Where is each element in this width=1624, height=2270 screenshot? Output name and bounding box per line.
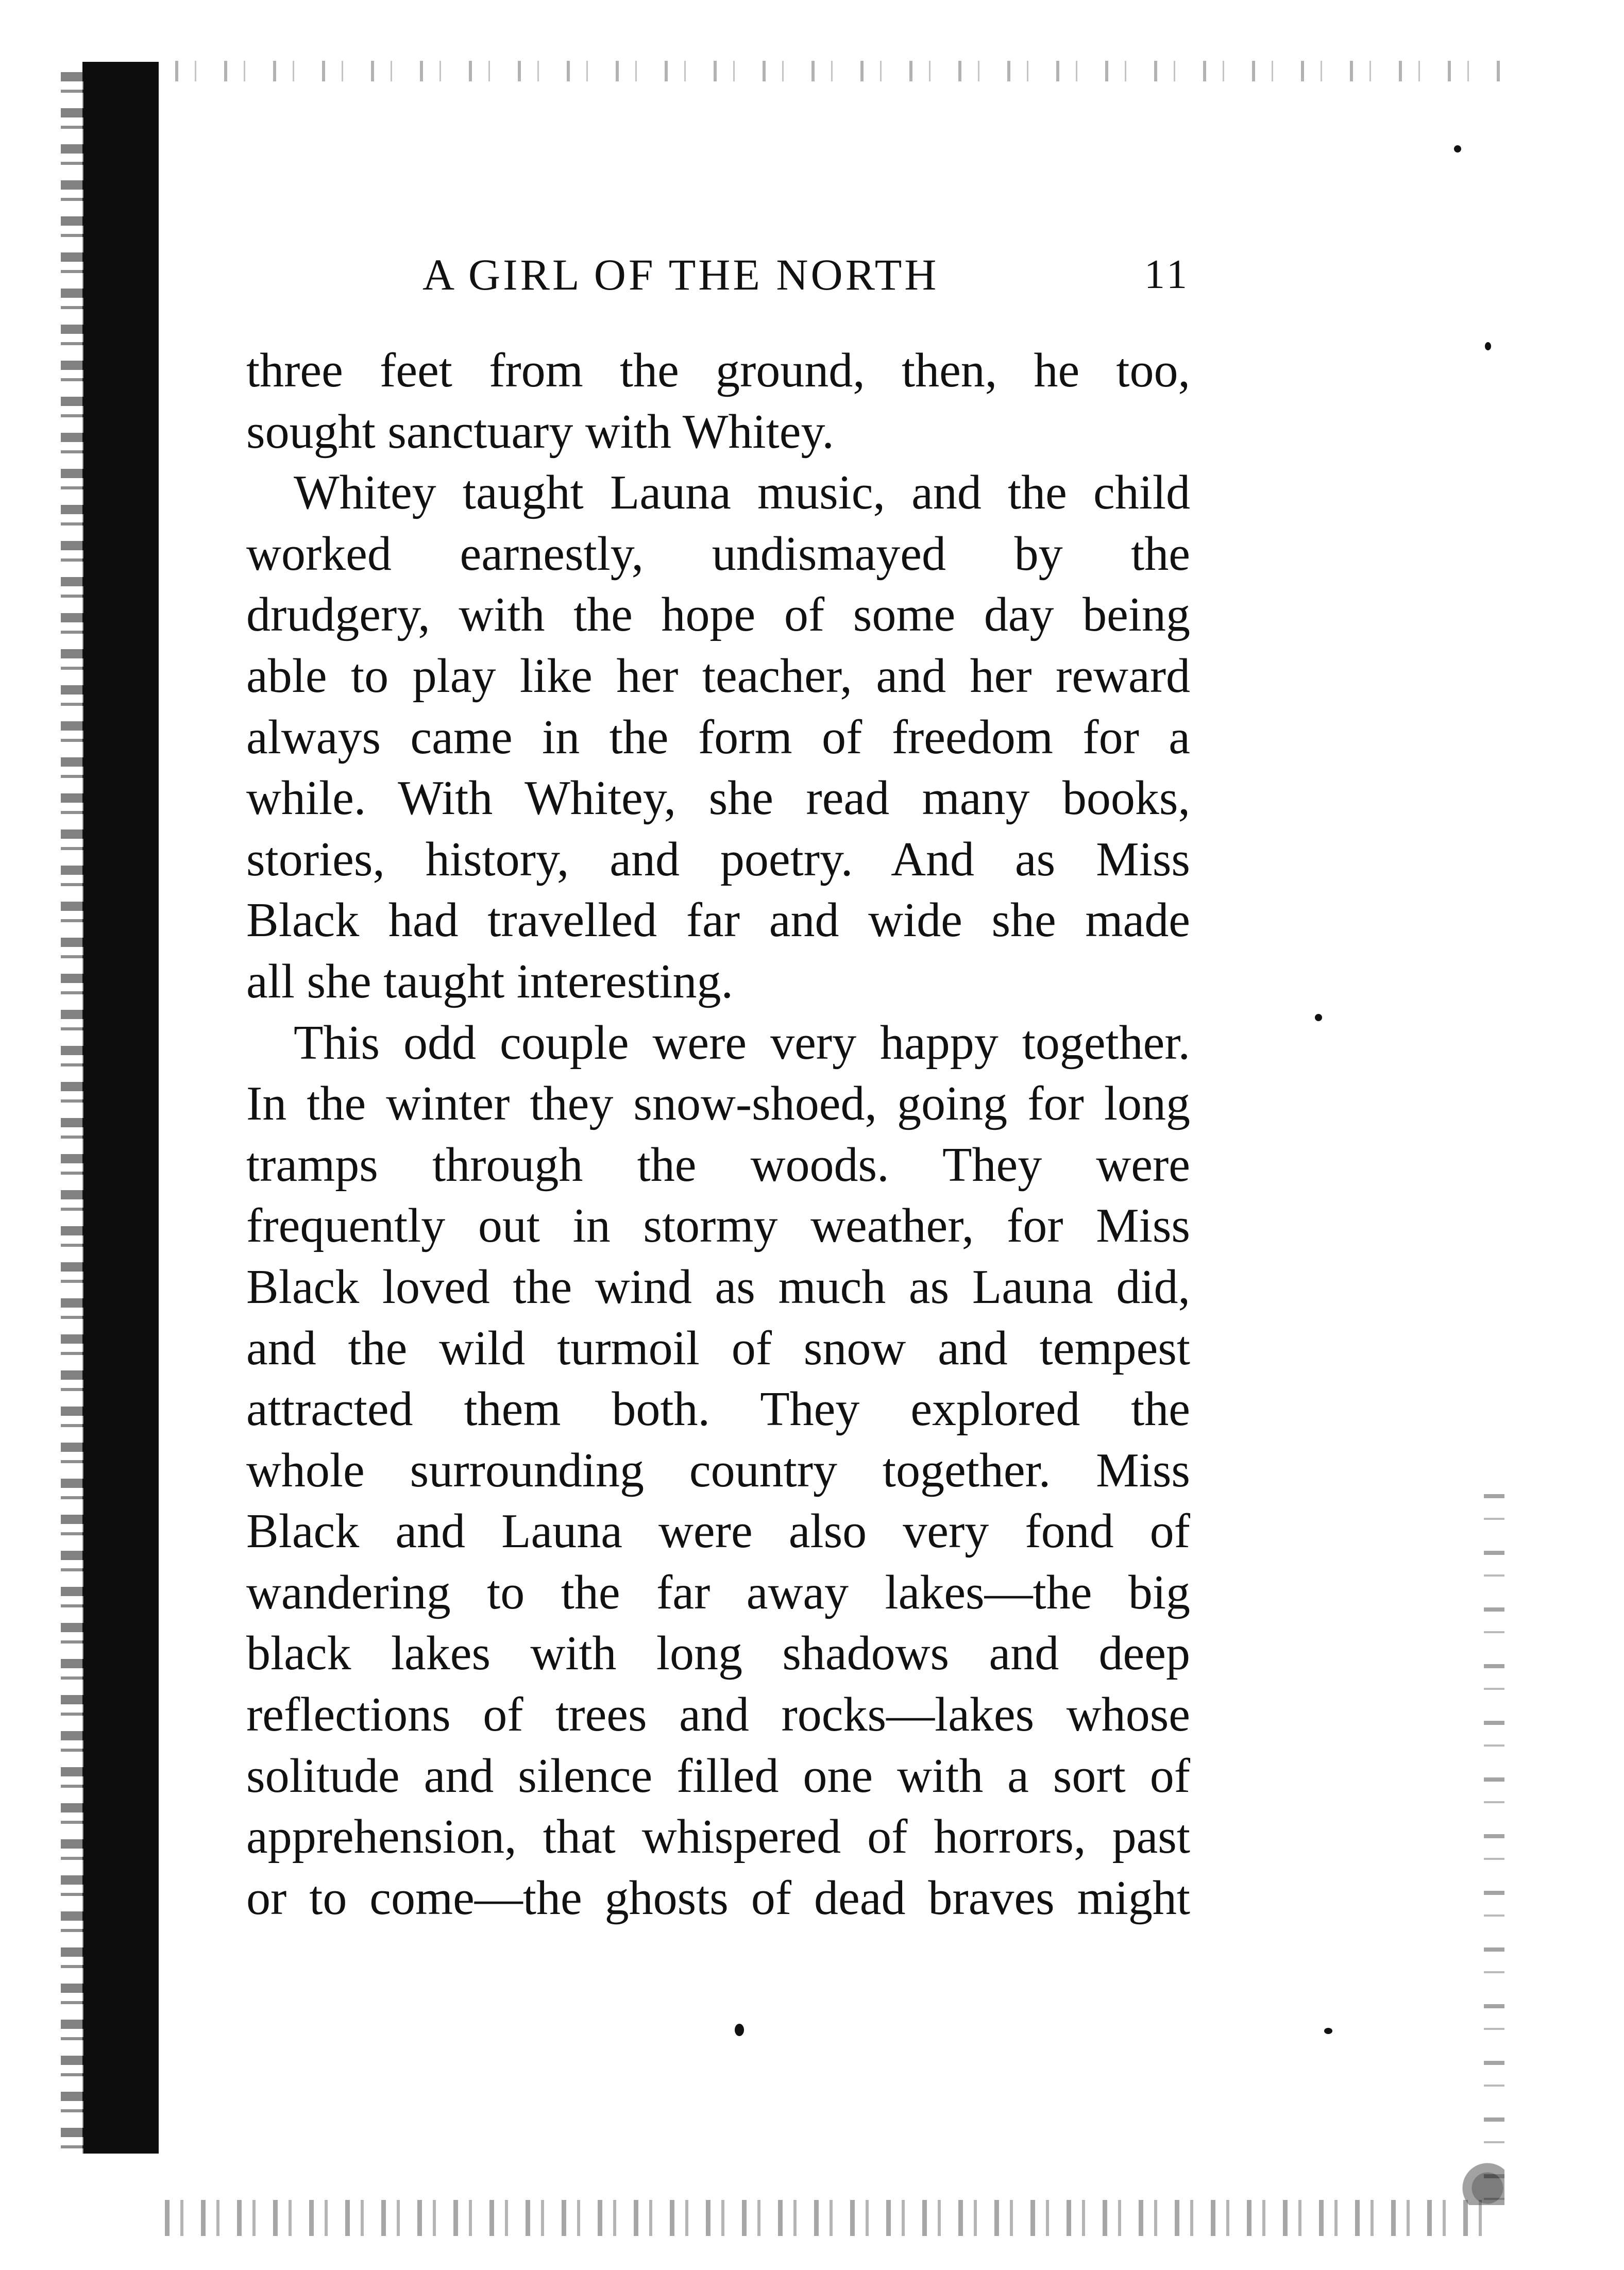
text-line: tramps through the woods. They were xyxy=(246,1138,1190,1192)
page-binding-shadow xyxy=(82,62,159,2154)
scan-speck xyxy=(1454,145,1461,153)
text-line: and the wild turmoil of snow and tempest xyxy=(246,1321,1190,1375)
text-line: reflections of trees and rocks—lakes whose xyxy=(246,1688,1190,1742)
text-line: Whitey taught Launa music, and the child xyxy=(294,466,1190,520)
text-line: able to play like her teacher, and her reward xyxy=(246,649,1190,703)
text-line: This odd couple were very happy together. xyxy=(294,1015,1190,1070)
text-line: while. With Whitey, she read many books, xyxy=(246,771,1190,825)
scan-noise-bottom xyxy=(165,2200,1494,2236)
text-line: all she taught interesting. xyxy=(246,954,734,1008)
text-line: stories, history, and poetry. And as Miss xyxy=(246,832,1190,886)
running-head xyxy=(422,246,1190,303)
scan-speck xyxy=(1324,2028,1332,2034)
text-line: black lakes with long shadows and deep xyxy=(246,1627,1190,1681)
text-line: wandering to the far away lakes—the big xyxy=(246,1565,1190,1619)
page-number: 11 xyxy=(1144,252,1190,297)
scan-speck xyxy=(735,2024,744,2036)
text-line: apprehension, that whispered of horrors, past xyxy=(246,1810,1190,1864)
text-line: attracted them both. They explored the xyxy=(246,1382,1190,1436)
text-line: or to come—the ghosts of dead braves might xyxy=(246,1871,1190,1925)
text-line: sought sanctuary with Whitey. xyxy=(246,404,834,459)
text-line: Black had travelled far and wide she made xyxy=(246,893,1190,947)
text-line: always came in the form of freedom for a xyxy=(246,710,1190,764)
scan-noise-corner xyxy=(1448,2148,1504,2205)
text-line: drudgery, with the hope of some day being xyxy=(246,588,1190,642)
text-line: worked earnestly, undismayed by the xyxy=(246,527,1190,581)
text-line: solitude and silence filled one with a sort of xyxy=(246,1749,1190,1803)
scan-speck xyxy=(1485,342,1491,350)
scan-speck xyxy=(1315,1014,1322,1021)
text-line: frequently out in stormy weather, for Miss xyxy=(246,1199,1190,1253)
text-line: In the winter they snow-shoed, going for long xyxy=(246,1077,1190,1131)
page-binding-edge xyxy=(61,72,83,2154)
text-line: whole surrounding country together. Miss xyxy=(246,1443,1190,1497)
text-line: Black and Launa were also very fond of xyxy=(246,1504,1190,1558)
scan-noise-right xyxy=(1484,1494,1504,2205)
running-head-title: A GIRL OF THE NORTH xyxy=(422,250,939,299)
body-text xyxy=(246,340,1190,1928)
text-line: Black loved the wind as much as Launa did, xyxy=(246,1260,1190,1314)
text-line: three feet from the ground, then, he too, xyxy=(246,344,1190,397)
scan-noise-top xyxy=(175,61,1504,81)
